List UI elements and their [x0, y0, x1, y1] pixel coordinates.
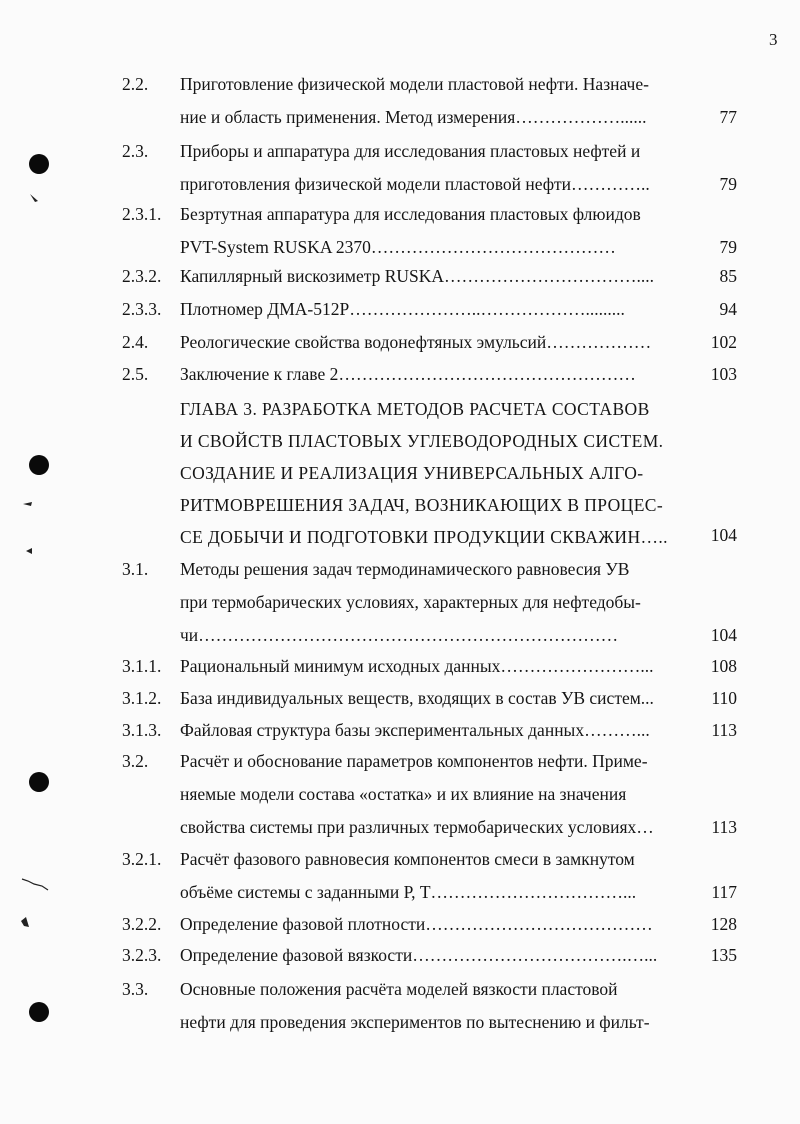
entry-page: 117 [711, 882, 737, 902]
entry-title: Реологические свойства водонефтяных эмульсий……………… [180, 332, 652, 352]
entry-title: Безртутная аппаратура для исследования пластовых флюидов PVT-System RUSKA 2370…………………………………… [180, 204, 641, 257]
chapter-title: ГЛАВА 3. РАЗРАБОТКА МЕТОДОВ РАСЧЕТА СОСТАВОВ И СВОЙСТВ ПЛАСТОВЫХ УГЛЕВОДОРОДНЫХ СИСТЕМ. СОЗДАНИЕ И РЕАЛИЗАЦИЯ УНИВЕРСАЛЬНЫХ АЛГО- РИТМОВРЕШЕНИЯ ЗАДАЧ, ВОЗНИКАЮЩИХ В ПРОЦЕС- СЕ ДОБЫЧИ И ПОДГОТОВКИ ПРОДУКЦИИ СКВАЖИН….. [180, 399, 668, 547]
entry-title: Определение фазовой плотности………………………………… [180, 914, 653, 934]
entry-page: 85 [719, 266, 737, 286]
entry-title: Методы решения задач термодинамического равновесия УВ при термобарических условиях, характерных для нефтедобы- чи……………………………………………………………… [180, 559, 641, 645]
entry-page: 135 [710, 945, 737, 965]
entry-number: 2.3.2. [122, 266, 162, 286]
entry-page: 113 [711, 720, 737, 740]
entry-page: 102 [710, 332, 737, 352]
entry-title: Рациональный минимум исходных данных……………………... [180, 656, 654, 676]
entry-title: Определение фазовой вязкости……………………………….…... [180, 945, 658, 965]
scan-artifact [22, 500, 34, 508]
page-number: 3 [769, 30, 778, 49]
entry-number: 3.1. [122, 559, 149, 579]
scan-artifact [24, 547, 34, 555]
entry-number: 3.1.1. [122, 656, 162, 676]
entry-page: 108 [710, 656, 737, 676]
entry-page: 94 [719, 299, 737, 319]
entry-number: 2.3.1. [122, 204, 162, 224]
entry-number: 3.2.2. [122, 914, 162, 934]
entry-page: 77 [719, 107, 737, 127]
entry-title: Приготовление физической модели пластовой нефти. Назначе- ние и область применения. Метод измерения………………...... [180, 74, 649, 127]
entry-page: 103 [710, 364, 737, 384]
entry-number: 3.2.1. [122, 849, 162, 869]
entry-title: Приборы и аппаратура для исследования пластовых нефтей и приготовления физической модели пластовой нефти………….. [180, 141, 650, 194]
entry-number: 3.3. [122, 979, 149, 999]
entry-page: 104 [710, 525, 737, 545]
entry-page: 128 [710, 914, 737, 934]
entry-title: Файловая структура базы экспериментальных данных………... [180, 720, 650, 740]
entry-title: Капиллярный вискозиметр RUSKA…………………………….... [180, 266, 655, 286]
entry-page: 79 [719, 174, 737, 194]
entry-page: 104 [710, 625, 737, 645]
entry-title: Расчёт и обоснование параметров компонентов нефти. Приме- няемые модели состава «остатка» и их влияние на значения свойства системы при различных термобарических условиях… [180, 751, 654, 837]
entry-page: 110 [711, 688, 737, 708]
scan-artifact [20, 876, 50, 892]
entry-title: База индивидуальных веществ, входящих в состав УВ систем... [180, 688, 654, 708]
entry-number: 2.5. [122, 364, 149, 384]
entry-title: Основные положения расчёта моделей вязкости пластовой нефти для проведения экспериментов по вытеснению и фильт- [180, 979, 650, 1032]
entry-number: 3.1.2. [122, 688, 162, 708]
entry-number: 3.2. [122, 751, 149, 771]
entry-page: 113 [711, 817, 737, 837]
entry-number: 2.4. [122, 332, 149, 352]
entry-number: 3.1.3. [122, 720, 162, 740]
entry-page: 79 [719, 237, 737, 257]
scan-artifact [18, 915, 32, 929]
entry-number: 2.3.3. [122, 299, 162, 319]
entry-title: Плотномер ДМА-512Р…………………..………………......... [180, 299, 625, 319]
entry-title: Расчёт фазового равновесия компонентов смеси в замкнутом объёме системы с заданными Р, Т……………………………... [180, 849, 637, 902]
entry-number: 3.2.3. [122, 945, 162, 965]
entry-number: 2.3. [122, 141, 149, 161]
entry-number: 2.2. [122, 74, 149, 94]
scan-artifact [28, 192, 42, 206]
entry-title: Заключение к главе 2…………………………………………… [180, 364, 636, 384]
